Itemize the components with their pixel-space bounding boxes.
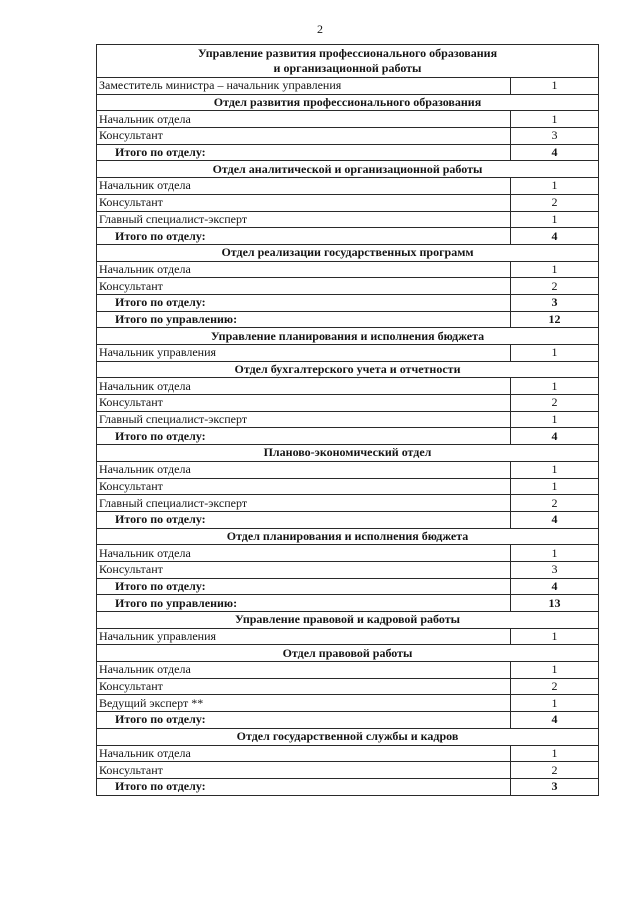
total-count: 13 — [511, 595, 599, 612]
position-row — [97, 128, 599, 145]
position-count: 1 — [511, 111, 599, 128]
section-title: Отдел бухгалтерского учета и отчетности — [97, 361, 599, 378]
total-row — [97, 712, 599, 729]
section-header-row — [97, 328, 599, 345]
total-label: Итого по управлению: — [97, 311, 511, 328]
position-row — [97, 78, 599, 95]
position-row — [97, 678, 599, 695]
total-label: Итого по отделу: — [97, 578, 511, 595]
total-label: Итого по отделу: — [97, 294, 511, 311]
section-header-row — [97, 45, 599, 78]
position-count: 1 — [511, 378, 599, 395]
position-name: Начальник отдела — [97, 461, 511, 478]
position-count: 2 — [511, 194, 599, 211]
total-row — [97, 228, 599, 245]
total-count: 4 — [511, 228, 599, 245]
position-name: Консультант — [97, 395, 511, 412]
position-name: Консультант — [97, 478, 511, 495]
position-count: 3 — [511, 561, 599, 578]
position-row — [97, 495, 599, 512]
section-title: Отдел аналитической и организационной работы — [97, 161, 599, 178]
position-count: 3 — [511, 128, 599, 145]
section-title: Отдел государственной службы и кадров — [97, 728, 599, 745]
position-name: Начальник отдела — [97, 662, 511, 679]
position-count: 1 — [511, 345, 599, 362]
position-name: Начальник управления — [97, 345, 511, 362]
staffing-table — [96, 44, 599, 796]
position-count: 1 — [511, 461, 599, 478]
position-row — [97, 378, 599, 395]
total-row — [97, 311, 599, 328]
position-name: Главный специалист-эксперт — [97, 495, 511, 512]
position-name: Консультант — [97, 194, 511, 211]
position-count: 1 — [511, 695, 599, 712]
position-row — [97, 111, 599, 128]
position-row — [97, 411, 599, 428]
position-row — [97, 561, 599, 578]
section-title: Отдел правовой работы — [97, 645, 599, 662]
position-row — [97, 211, 599, 228]
position-name: Консультант — [97, 128, 511, 145]
position-row — [97, 628, 599, 645]
total-row — [97, 578, 599, 595]
position-name: Консультант — [97, 762, 511, 779]
total-label: Итого по отделу: — [97, 511, 511, 528]
position-name: Консультант — [97, 678, 511, 695]
position-name: Заместитель министра – начальник управления — [97, 78, 511, 95]
position-row — [97, 745, 599, 762]
section-title: Отдел развития профессионального образования — [97, 94, 599, 111]
total-count: 4 — [511, 144, 599, 161]
position-row — [97, 345, 599, 362]
position-name: Начальник отдела — [97, 745, 511, 762]
position-row — [97, 278, 599, 295]
section-title: Отдел планирования и исполнения бюджета — [97, 528, 599, 545]
section-header-row — [97, 612, 599, 629]
total-count: 4 — [511, 428, 599, 445]
position-name: Главный специалист-эксперт — [97, 411, 511, 428]
section-title: Отдел реализации государственных программ — [97, 244, 599, 261]
position-name: Консультант — [97, 561, 511, 578]
total-label: Итого по отделу: — [97, 144, 511, 161]
staffing-table-body — [97, 45, 599, 796]
position-count: 2 — [511, 762, 599, 779]
total-count: 4 — [511, 712, 599, 729]
position-count: 1 — [511, 628, 599, 645]
position-row — [97, 261, 599, 278]
page-number: 2 — [317, 22, 323, 36]
total-row — [97, 595, 599, 612]
position-name: Консультант — [97, 278, 511, 295]
total-label: Итого по отделу: — [97, 428, 511, 445]
position-row — [97, 178, 599, 195]
position-count: 1 — [511, 78, 599, 95]
position-row — [97, 695, 599, 712]
position-count: 2 — [511, 678, 599, 695]
total-label: Итого по отделу: — [97, 228, 511, 245]
position-count: 2 — [511, 495, 599, 512]
total-row — [97, 778, 599, 795]
position-count: 1 — [511, 211, 599, 228]
position-count: 2 — [511, 395, 599, 412]
position-name: Начальник отдела — [97, 545, 511, 562]
position-count: 1 — [511, 745, 599, 762]
position-count: 2 — [511, 278, 599, 295]
total-count: 12 — [511, 311, 599, 328]
position-count: 1 — [511, 261, 599, 278]
section-header-row — [97, 728, 599, 745]
section-header-row — [97, 94, 599, 111]
position-row — [97, 478, 599, 495]
position-name: Начальник отдела — [97, 378, 511, 395]
position-row — [97, 194, 599, 211]
position-name: Ведущий эксперт ** — [97, 695, 511, 712]
total-row — [97, 511, 599, 528]
position-row — [97, 762, 599, 779]
total-label: Итого по отделу: — [97, 778, 511, 795]
total-row — [97, 294, 599, 311]
position-name: Начальник отдела — [97, 111, 511, 128]
position-name: Начальник отдела — [97, 178, 511, 195]
total-count: 4 — [511, 578, 599, 595]
total-row — [97, 144, 599, 161]
section-header-row — [97, 361, 599, 378]
total-count: 4 — [511, 511, 599, 528]
position-row — [97, 461, 599, 478]
section-header-row — [97, 161, 599, 178]
total-label: Итого по отделу: — [97, 712, 511, 729]
position-row — [97, 662, 599, 679]
section-title: Управление планирования и исполнения бюджета — [97, 328, 599, 345]
position-row — [97, 395, 599, 412]
position-count: 1 — [511, 411, 599, 428]
total-label: Итого по управлению: — [97, 595, 511, 612]
total-count: 3 — [511, 294, 599, 311]
position-count: 1 — [511, 478, 599, 495]
position-name: Начальник управления — [97, 628, 511, 645]
section-header-row — [97, 445, 599, 462]
section-header-row — [97, 645, 599, 662]
section-header-row — [97, 528, 599, 545]
total-count: 3 — [511, 778, 599, 795]
section-header-row — [97, 244, 599, 261]
position-count: 1 — [511, 662, 599, 679]
section-title: Управление правовой и кадровой работы — [97, 612, 599, 629]
position-name: Начальник отдела — [97, 261, 511, 278]
position-count: 1 — [511, 178, 599, 195]
position-name: Главный специалист-эксперт — [97, 211, 511, 228]
section-title: Планово-экономический отдел — [97, 445, 599, 462]
total-row — [97, 428, 599, 445]
position-count: 1 — [511, 545, 599, 562]
section-title: Управление развития профессионального образования и организационной работы — [97, 45, 599, 78]
position-row — [97, 545, 599, 562]
